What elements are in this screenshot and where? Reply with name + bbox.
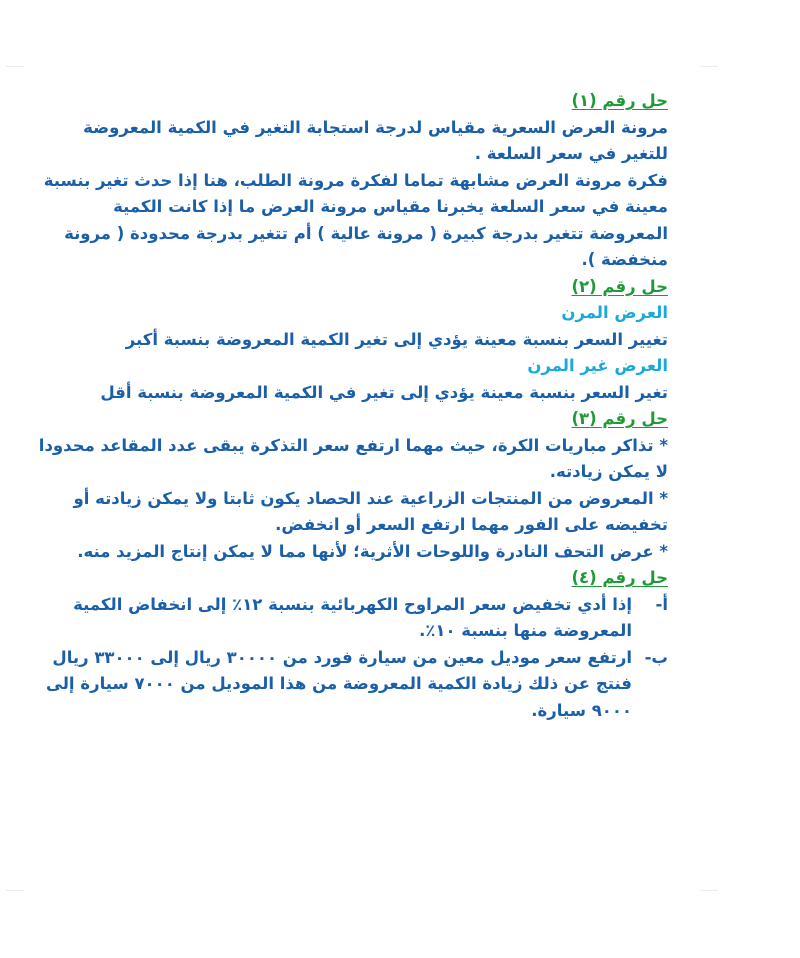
list-item-text: ارتفع سعر موديل معين من سيارة فورد من ٣٠٠٠٠ ريال إلى ٣٣٠٠٠ ريال فنتج عن ذلك زيادة الكمية المعروضة من هذا الموديل من ٧٠٠٠ سيارة إلى ٩٠٠٠ سيارة.: [46, 647, 632, 720]
list-item: [38, 645, 668, 725]
section-3-heading: حل رقم (٣): [571, 409, 668, 428]
page-edge-mark-top-left: [6, 66, 24, 67]
example-bullet-1: * تذاكر مباريات الكرة، حيث مهما ارتفع سعر التذكرة يبقى عدد المقاعد محدودا لا يمكن زيادته.: [38, 435, 668, 481]
elastic-supply-definition: تغيير السعر بنسبة معينة يؤدي إلى تغير الكمية المعروضة بنسبة أكبر: [125, 329, 668, 349]
section-1-heading: حل رقم (١): [571, 91, 668, 110]
page-edge-mark-bottom-left: [6, 890, 24, 891]
section-2-heading: حل رقم (٢): [571, 276, 668, 296]
inelastic-supply-definition: تغير السعر بنسبة معينة يؤدي إلى تغير في الكمية المعروضة بنسبة أقل: [100, 382, 668, 402]
inelastic-supply-title: العرض غير المرن: [527, 356, 668, 375]
page-edge-mark-top-right: [700, 66, 718, 67]
section-1-paragraph-1: مرونة العرض السعرية مقياس لدرجة استجابة التغير في الكمية المعروضة للتغير في سعر السلعة .: [83, 117, 668, 163]
page-edge-mark-bottom-right: [700, 890, 718, 891]
list-item-text: إذا أدي تخفيض سعر المراوح الكهربائية بنسبة ١٢٪ إلى انخفاض الكمية المعروضة منها بنسبة ١٠٪.: [73, 594, 632, 640]
list-marker: أ-: [655, 594, 668, 614]
section-4-list: [38, 592, 668, 725]
section-4-heading: حل رقم (٤): [571, 568, 668, 587]
document-body: [38, 88, 668, 724]
list-item: [38, 592, 668, 645]
example-bullet-3: * عرض التحف النادرة واللوحات الأثرية؛ لأنها مما لا يمكن إنتاج المزيد منه.: [77, 541, 668, 561]
elastic-supply-title: العرض المرن: [561, 303, 668, 322]
list-marker: ب-: [644, 647, 668, 667]
example-bullet-2: * المعروض من المنتجات الزراعية عند الحصاد يكون ثابتا ولا يمكن زيادته أو تخفيضه على الفور مهما ارتفع السعر أو انخفض.: [73, 488, 668, 534]
section-1-paragraph-2: فكرة مرونة العرض مشابهة تماما لفكرة مرونة الطلب، هنا إذا حدث تغير بنسبة معينة في سعر السلعة يخبرنا مقياس مرونة العرض ما إذا كانت الكمية المعروضة تتغير بدرجة كبيرة ( مرونة عالية ) أم تتغير بدرجة محدودة ( مرونة منخفضة ).: [43, 170, 668, 269]
